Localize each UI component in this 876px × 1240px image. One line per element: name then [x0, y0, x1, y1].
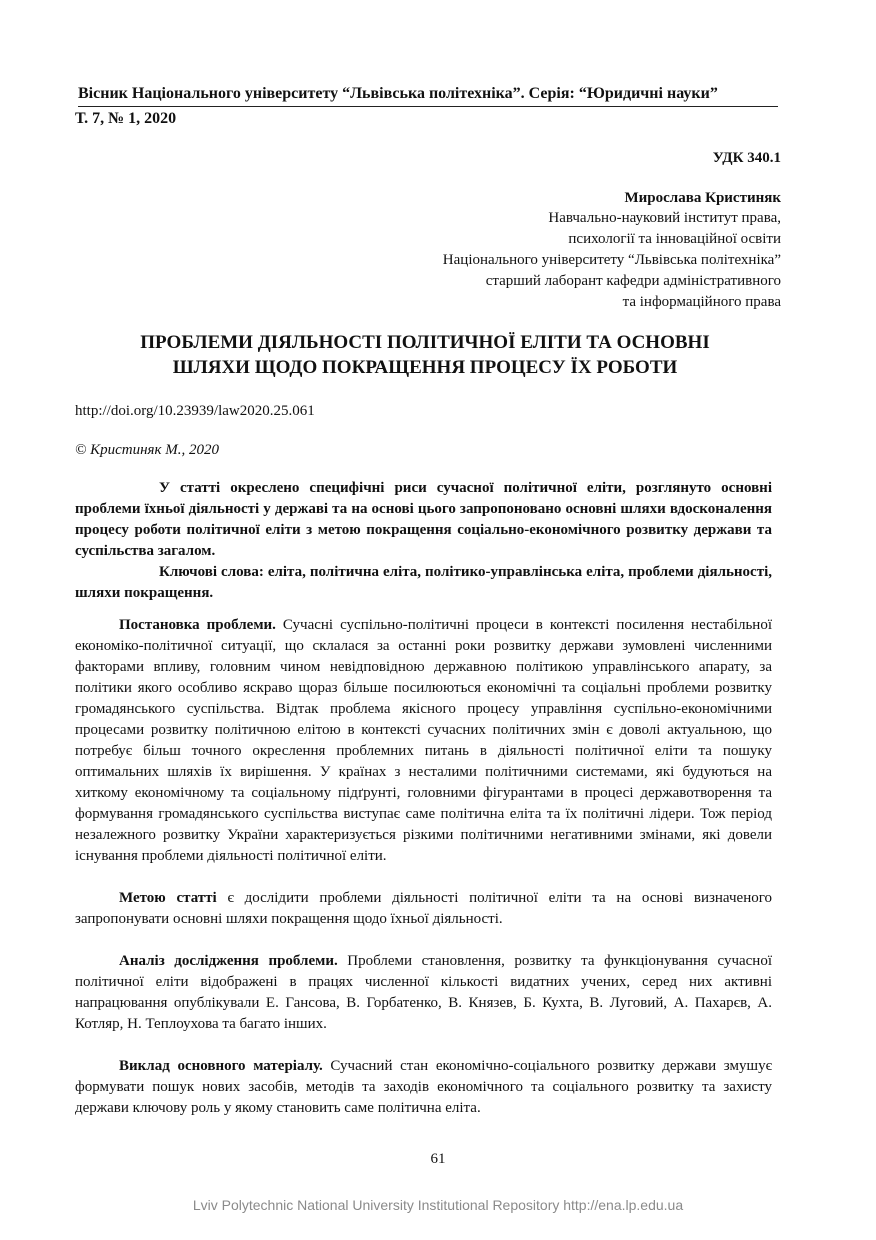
udk-code: УДК 340.1 [712, 150, 781, 166]
affiliation-line: старший лаборант кафедри адміністративного [485, 273, 781, 289]
affiliation-line: психології та інноваційної освіти [568, 231, 781, 247]
affiliation-line: та інформаційного права [622, 294, 781, 310]
section-problem [75, 615, 772, 867]
title-line-2: ШЛЯХИ ЩОДО ПОКРАЩЕННЯ ПРОЦЕСУ ЇХ РОБОТИ [172, 357, 678, 378]
author-affiliation [443, 208, 781, 313]
section-text: Сучасний стан економічно-соціального розвитку держави змушує формувати пошук нових засобів, методів та заходів економічного та соціального розвитку та захисту держави ключову роль у якому становить саме політична еліта. [75, 1058, 773, 1116]
article-title [75, 330, 775, 380]
doi-link[interactable]: http://doi.org/10.23939/law2020.25.061 [75, 403, 315, 419]
page-number: 61 [430, 1151, 446, 1167]
copyright: © Кристиняк М., 2020 [75, 442, 220, 458]
section-text: Проблеми становлення, розвитку та функціонування сучасної політичної еліти відображені в працях численної кількості видатних учених, серед них активні напрацювання опублікували Е. Гансова, В. Горбатенко, В. Князев, Б. Кухта, В. Луговий, А. Пахарєв, А. Котляр, Н. Теплоухова та багато інших. [75, 953, 772, 1032]
author-name: Мирослава Кристиняк [624, 190, 781, 206]
abstract [75, 478, 772, 604]
section-text: є дослідити проблеми діяльності політичної еліти та на основі визначеного запропонувати основні шляхи покращення щодо їхньої діяльності. [75, 890, 772, 927]
section-text: Сучасні суспільно-політичні процеси в контексті посилення нестабільної економіко-політичної ситуації, що склалася за останні роки розвитку держави зумовлені численними факторами впливу, головним чином невідповідною державною політикою управлінського апарату, за політики якого особливо яскраво щораз більше посилюються економічні та соціальні проблеми розвитку громадянського суспільства. Відтак проблема якісного процесу управління суспільно-економічними процесами розвитку політичною елітою в контексті сучасних політичних змін є доволі актуальною, що потребує більш точного окреслення проблемних питань в діяльності політичної еліти та пошуку оптимальних шляхів їх вирішення. У країнах з несталими політичними системами, які будуються на хиткому економічному та соціальному підґрунті, головними фігурантами в процесі державотворення та формування громадянського суспільства виступає саме політична еліта та їх політичні лідери. Тож період незалежного розвитку України характеризується різкими політичними негативними змінами, які довели існування проблеми діяльності політичної еліти. [75, 617, 772, 864]
keywords: Ключові слова: еліта, політична еліта, політико-управлінська еліта, проблеми діяльності, шляхи покращення. [75, 564, 772, 601]
article-body [75, 615, 772, 1140]
affiliation-line: Навчально-науковий інститут права, [548, 210, 781, 226]
section-heading: Виклад основного матеріалу. [119, 1058, 323, 1074]
abstract-text: У статті окреслено специфічні риси сучасної політичної еліти, розглянуто основні проблеми їхньої діяльності у державі та на основі цього запропоновано основні шляхи вдосконалення процесу роботи політичної еліти з метою покращення соціально-економічного розвитку держави та суспільства загалом. [75, 480, 772, 559]
section-main [75, 1056, 772, 1119]
section-heading: Метою статті [119, 890, 217, 906]
journal-header: Вісник Національного університету “Львівська політехніка”. Серія: “Юридичні науки” [78, 85, 778, 107]
section-heading: Аналіз дослідження проблеми. [119, 953, 338, 969]
section-heading: Постановка проблеми. [119, 617, 276, 633]
section-analysis [75, 951, 772, 1035]
title-line-1: ПРОБЛЕМИ ДІЯЛЬНОСТІ ПОЛІТИЧНОЇ ЕЛІТИ ТА ОСНОВНІ [140, 332, 710, 353]
repository-footer: Lviv Polytechnic National University Institutional Repository http://ena.lp.edu.ua [192, 1197, 684, 1213]
affiliation-line: Національного університету “Львівська політехніка” [442, 252, 781, 268]
volume-issue: Т. 7, № 1, 2020 [75, 110, 177, 127]
section-goal [75, 888, 772, 930]
